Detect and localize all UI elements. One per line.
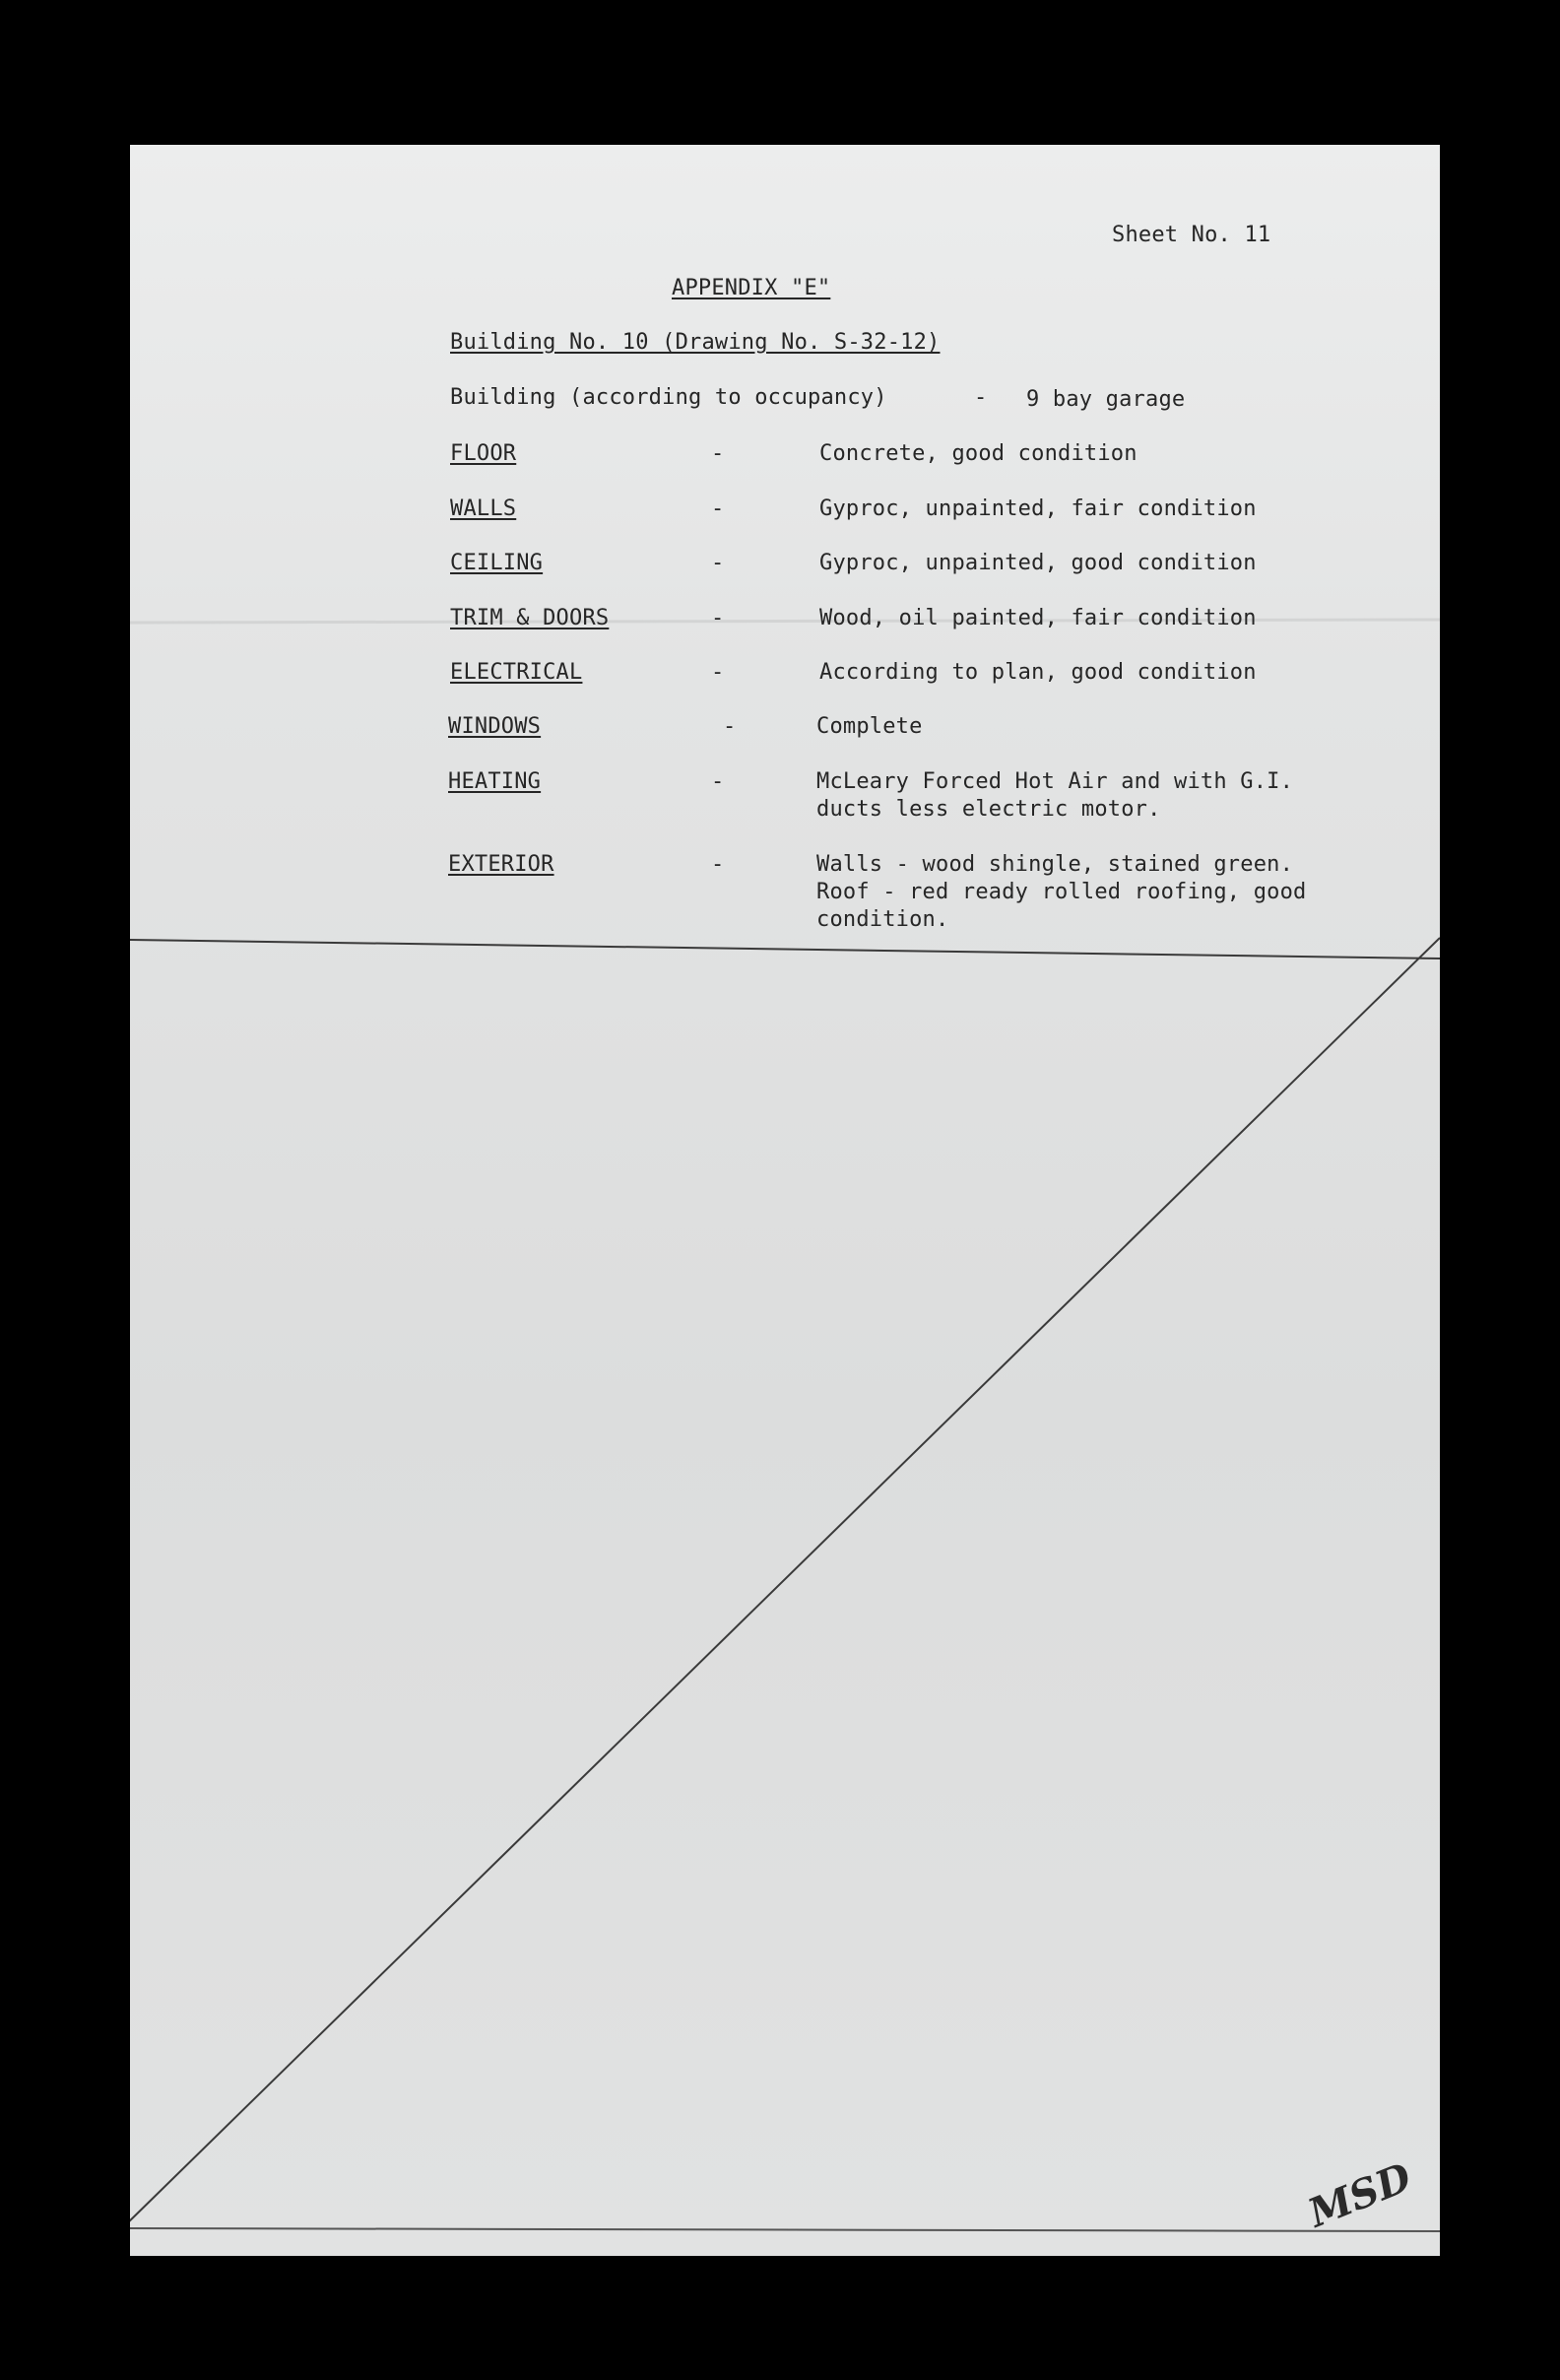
spec-value-line: condition. [816, 907, 949, 932]
bottom-edge-line [130, 2228, 1440, 2231]
spec-dash: - [711, 551, 725, 575]
spec-value-line: ducts less electric motor. [816, 797, 1161, 822]
spec-value-line: According to plan, good condition [819, 660, 1257, 685]
spec-label: CEILING [450, 551, 544, 575]
spec-label: HEATING [448, 769, 542, 794]
spec-label: ELECTRICAL [450, 660, 583, 685]
spec-dash: - [723, 714, 737, 739]
handwritten-initials: MSD [1302, 2153, 1418, 2237]
occupancy-label: Building (according to occupancy) [450, 385, 887, 410]
occupancy-dash: - [974, 385, 988, 410]
spec-value-line: Walls - wood shingle, stained green. [816, 852, 1294, 877]
spec-value-line: Roof - red ready rolled roofing, good [816, 880, 1307, 904]
cancellation-diagonal-line [130, 938, 1440, 2230]
spec-label: FLOOR [450, 441, 517, 466]
spec-dash: - [711, 660, 725, 685]
spec-dash: - [711, 852, 725, 877]
cancellation-lines [130, 145, 1440, 2256]
spec-value-line: Concrete, good condition [819, 441, 1138, 466]
appendix-title: APPENDIX "E" [672, 276, 831, 300]
building-heading: Building No. 10 (Drawing No. S-32-12) [450, 330, 941, 355]
spec-value-line: Gyproc, unpainted, good condition [819, 551, 1257, 575]
spec-label: TRIM & DOORS [450, 606, 610, 630]
spec-dash: - [711, 441, 725, 466]
spec-dash: - [711, 769, 725, 794]
spec-value-line: McLeary Forced Hot Air and with G.I. [816, 769, 1294, 794]
spec-value-line: Complete [816, 714, 923, 739]
spec-label: EXTERIOR [448, 852, 554, 877]
paper-sheet [130, 145, 1440, 2256]
spec-value-line: Gyproc, unpainted, fair condition [819, 496, 1257, 521]
occupancy-value: 9 bay garage [1026, 387, 1186, 412]
spec-dash: - [711, 606, 725, 630]
spec-dash: - [711, 496, 725, 521]
spec-value-line: Wood, oil painted, fair condition [819, 606, 1257, 630]
spec-label: WALLS [450, 496, 517, 521]
spec-label: WINDOWS [448, 714, 542, 739]
sheet-number: Sheet No. 11 [1112, 223, 1271, 247]
cancellation-horizontal-line [130, 940, 1440, 959]
